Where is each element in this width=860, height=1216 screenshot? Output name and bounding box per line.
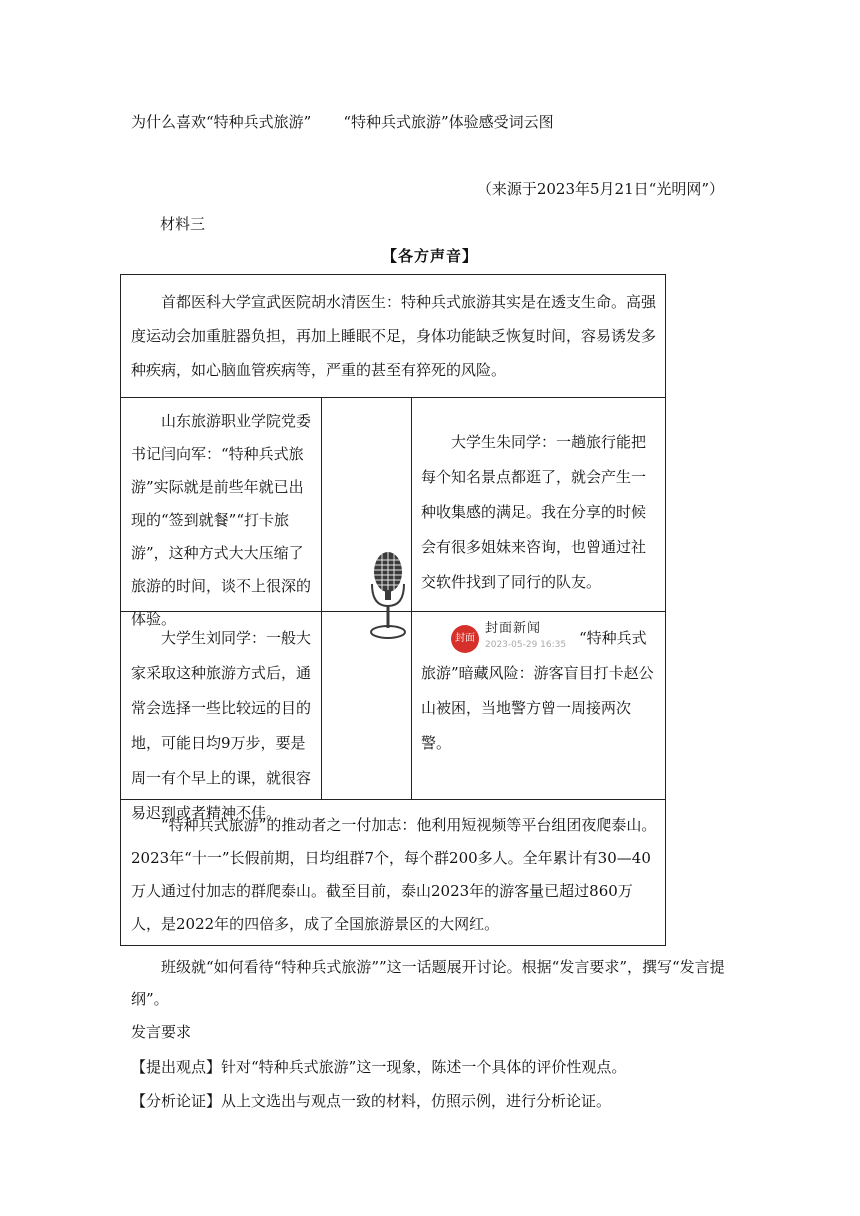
news-block [421,621,659,761]
requirement-point-1: 【提出观点】针对“特种兵式旅游”这一现象，陈述一个具体的评价性观点。 [131,1058,627,1076]
voice-student-zhu: 大学生朱同学：一趟旅行能把每个知名景点都逛了，就会产生一种收集感的满足。我在分享的时候会有很多姐妹来咨询，也曾通过社交软件找到了同行的队友。 [421,433,647,591]
news-logo-date: 2023-05-29 16:35 [485,640,567,650]
material-label: 材料三 [160,215,206,233]
microphone-icon [366,550,410,642]
voices-panel [120,274,666,946]
section-heading: 【各方声音】 [381,247,478,265]
task-intro: 班级就“如何看待“特种兵式旅游””这一话题展开讨论。根据“发言要求”，撰写“发言提纲”。 [131,958,725,1008]
requirement-point-2: 【分析论证】从上文选出与观点一致的材料，仿照示例，进行分析论证。 [131,1092,612,1110]
news-logo-icon [451,622,573,656]
voice-student-liu: 大学生刘同学：一般大家采取这种旅游方式后，通常会选择一些比较远的目的地，可能日均9万步，要是周一有个早上的课，就很容易迟到或者精神不佳。 [131,629,312,822]
requirements-title: 发言要求 [131,1023,192,1041]
source-note: （来源于2023年5月21日“光明网”） [476,180,724,198]
news-logo-name: 封面新闻 [485,621,542,636]
voice-doctor: 首都医科大学宣武医院胡水清医生：特种兵式旅游其实是在透支生命。高强度运动会加重脏器负担，再加上睡眠不足，身体功能缺乏恢复时间，容易诱发多种疾病，如心脑血管疾病等，严重的甚至有猝死的风险。 [131,293,657,379]
voice-organizer: “特种兵式旅游”的推动者之一付加志：他利用短视频等平台组团夜爬泰山。2023年“十一”长假前期，日均组群7个，每个群200多人。全年累计有30—40万人通过付加志的群爬泰山。截至目前，泰山2023年的游客量已超过860万人，是2022年的四倍多，成了全国旅游景区的大网红。 [131,816,657,933]
news-logo-badge: 封面 [451,625,479,653]
voice-secretary: 山东旅游职业学院党委书记闫向军：“特种兵式旅游”实际就是前些年就已出现的“签到就餐”“打卡旅游”，这种方式大大压缩了旅游的时间，谈不上很深的体验。 [131,412,312,628]
caption-right: “特种兵式旅游”体验感受词云图 [343,113,554,131]
figure-caption [131,112,554,132]
caption-left: 为什么喜欢“特种兵式旅游” [131,113,312,131]
voice-news: “特种兵式旅游”暗藏风险：游客盲目打卡赵公山被困，当地警方曾一周接两次警。 [421,629,654,752]
